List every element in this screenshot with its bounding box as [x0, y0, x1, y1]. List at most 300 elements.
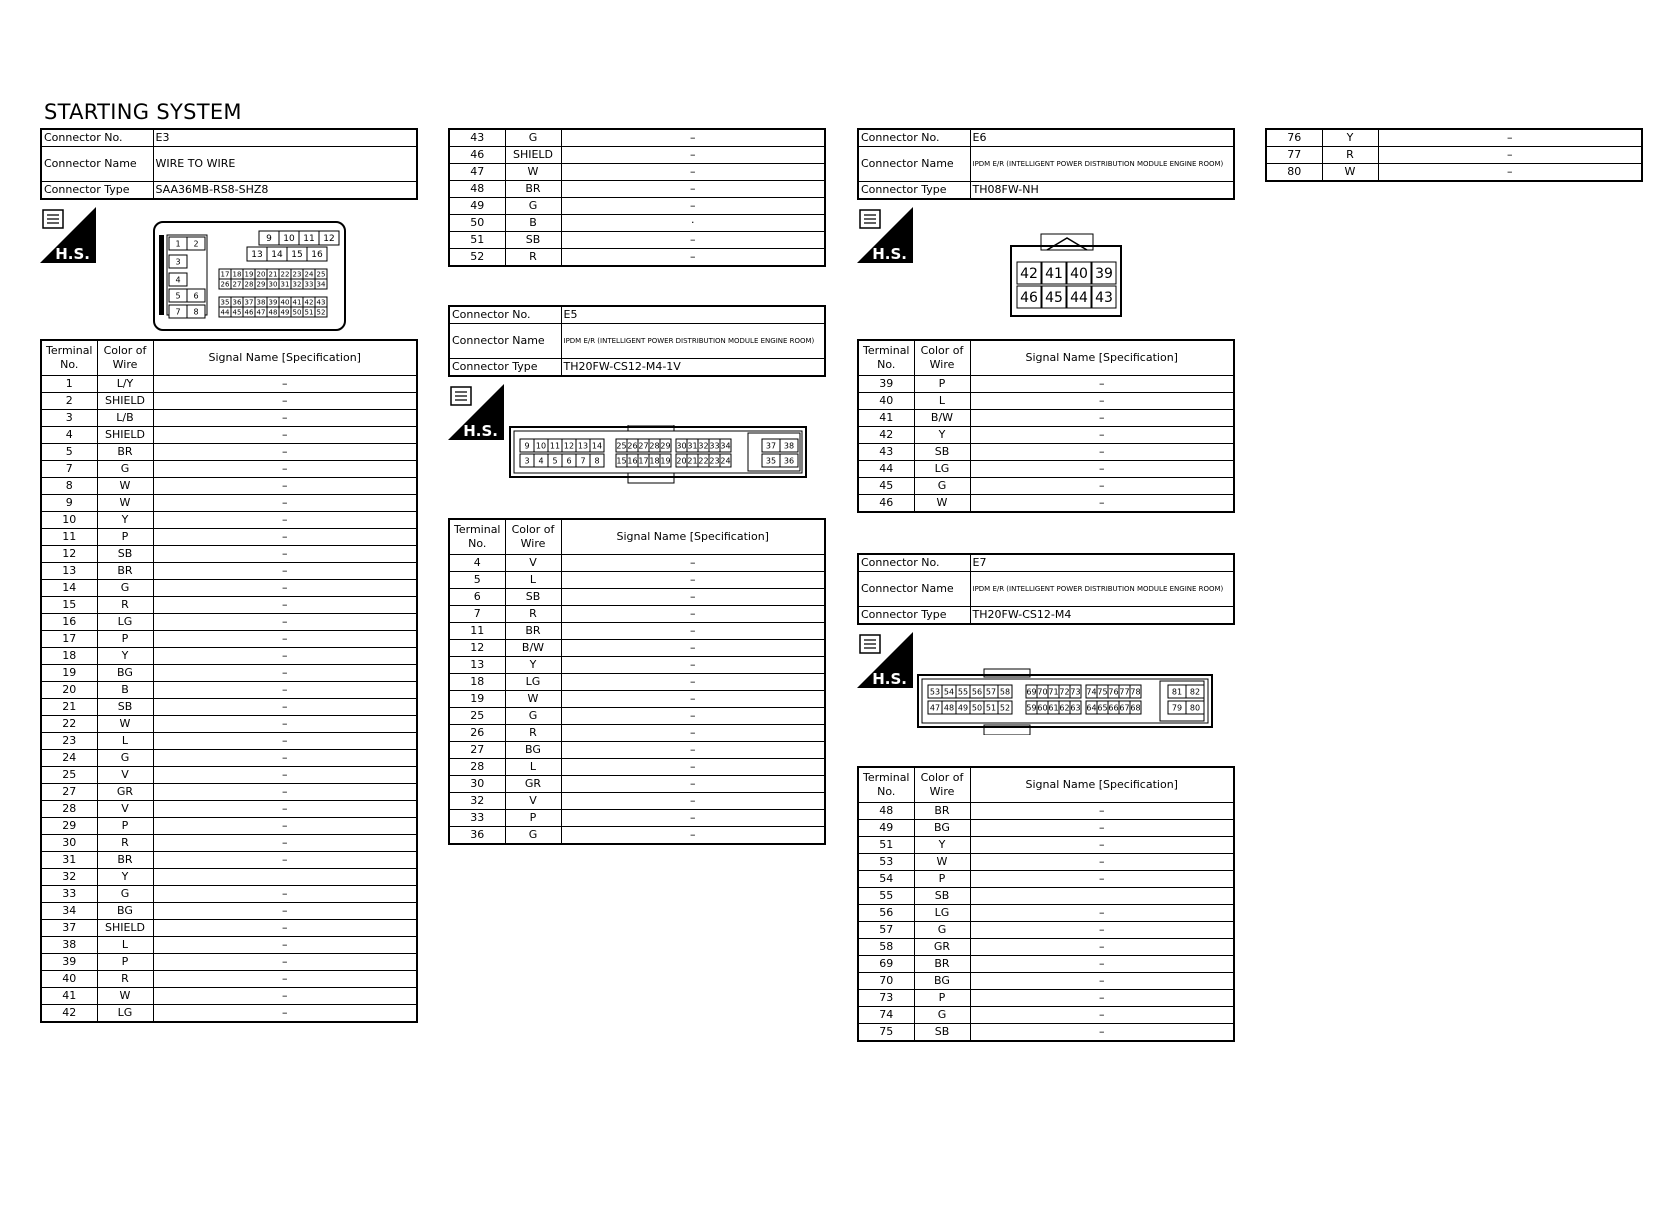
- signal-name-cell: –: [561, 198, 825, 215]
- table-row: [41, 818, 417, 835]
- terminal-no-cell: 4: [449, 555, 505, 572]
- table-row: [41, 512, 417, 529]
- table-row: [41, 903, 417, 920]
- wire-color-cell: SB: [505, 589, 561, 606]
- wire-color-cell: P: [97, 818, 153, 835]
- terminal-cavity: [1168, 701, 1186, 714]
- terminal-cavity: [1097, 685, 1108, 698]
- table-row: [41, 665, 417, 682]
- terminal-cavity: [1037, 701, 1048, 714]
- terminal-cavity: [548, 454, 562, 467]
- terminal-cavity: [649, 454, 660, 467]
- wire-color-cell: R: [1322, 147, 1378, 164]
- table-row: [41, 614, 417, 631]
- terminal-cavity: [720, 454, 731, 467]
- svg-text:81: 81: [1171, 687, 1183, 697]
- terminal-cavity: [255, 297, 267, 307]
- terminal-cavity: [956, 685, 970, 698]
- table-row: [858, 854, 1234, 871]
- wire-color-cell: BG: [97, 903, 153, 920]
- signal-name-cell: –: [1378, 164, 1642, 182]
- terminal-cavity: [562, 439, 576, 452]
- terminal-cavity: [984, 685, 998, 698]
- terminal-no-cell: 44: [858, 461, 914, 478]
- terminal-cavity: [627, 439, 638, 452]
- wire-color-cell: P: [97, 954, 153, 971]
- wire-color-cell: P: [914, 990, 970, 1007]
- svg-text:16: 16: [627, 456, 638, 466]
- table-row: [41, 495, 417, 512]
- terminal-cavity: [169, 255, 187, 268]
- table-row: [449, 606, 825, 623]
- signal-name-cell: –: [561, 691, 825, 708]
- svg-text:14: 14: [271, 250, 283, 261]
- terminal-no-cell: 30: [41, 835, 97, 852]
- e3-connector-name: WIRE TO WIRE: [153, 147, 417, 182]
- wire-color-cell: G: [914, 1007, 970, 1024]
- signal-name-cell: –: [561, 147, 825, 164]
- svg-text:37: 37: [765, 441, 777, 451]
- signal-name-cell: –: [153, 410, 417, 427]
- svg-text:6: 6: [193, 291, 199, 301]
- table-row: [858, 495, 1234, 513]
- svg-text:8: 8: [594, 456, 600, 466]
- e5-connector-type: TH20FW-CS12-M4-1V: [561, 359, 825, 377]
- signal-name-cell: –: [153, 461, 417, 478]
- terminal-no-cell: 15: [41, 597, 97, 614]
- signal-name-cell: –: [970, 803, 1234, 820]
- e3-header-table: [40, 128, 418, 200]
- terminal-no-cell: 43: [449, 129, 505, 147]
- signal-name-cell: –: [153, 427, 417, 444]
- terminal-cavity: [1017, 286, 1041, 308]
- wire-color-cell: SHIELD: [97, 427, 153, 444]
- terminal-cavity: [279, 231, 299, 245]
- svg-text:51: 51: [985, 703, 997, 713]
- table-row: [449, 572, 825, 589]
- signal-name-cell: –: [153, 631, 417, 648]
- terminal-cavity: [1059, 701, 1070, 714]
- terminal-cavity: [1042, 286, 1066, 308]
- terminal-no-cell: 54: [858, 871, 914, 888]
- terminal-cavity: [942, 685, 956, 698]
- terminal-no-cell: 13: [449, 657, 505, 674]
- signal-name-cell: –: [561, 249, 825, 267]
- signal-name-cell: –: [153, 971, 417, 988]
- wire-color-cell: SHIELD: [97, 393, 153, 410]
- svg-text:23: 23: [709, 456, 720, 466]
- wire-color-cell: G: [914, 478, 970, 495]
- terminal-cavity: [259, 231, 279, 245]
- wire-color-cell: P: [914, 871, 970, 888]
- terminal-cavity: [1067, 286, 1091, 308]
- wire-color-cell: GR: [914, 939, 970, 956]
- table-row: [41, 869, 417, 886]
- wire-color-cell: L: [505, 759, 561, 776]
- terminal-no-cell: 5: [449, 572, 505, 589]
- signal-name-header: Signal Name [Specification]: [970, 340, 1234, 376]
- svg-text:18: 18: [232, 270, 242, 279]
- terminal-cavity: [267, 269, 279, 279]
- signal-name-cell: –: [561, 572, 825, 589]
- svg-text:4: 4: [175, 275, 181, 285]
- table-row: [449, 198, 825, 215]
- terminal-cavity: [1097, 701, 1108, 714]
- table-row: [41, 716, 417, 733]
- table-row: [41, 767, 417, 784]
- signal-name-cell: –: [970, 854, 1234, 871]
- svg-text:52: 52: [316, 308, 326, 317]
- terminal-cavity: [1130, 701, 1141, 714]
- terminal-no-cell: 69: [858, 956, 914, 973]
- wire-color-cell: W: [97, 478, 153, 495]
- wire-color-cell: B/W: [914, 410, 970, 427]
- svg-text:79: 79: [1171, 703, 1183, 713]
- terminal-cavity: [1186, 685, 1204, 698]
- terminal-no-cell: 50: [449, 215, 505, 232]
- svg-text:44: 44: [1070, 290, 1088, 307]
- svg-text:69: 69: [1026, 687, 1037, 697]
- terminal-cavity: [187, 237, 205, 250]
- terminal-cavity: [1092, 262, 1116, 284]
- terminal-no-cell: 45: [858, 478, 914, 495]
- wire-color-cell: Y: [97, 512, 153, 529]
- terminal-cavity: [698, 439, 709, 452]
- svg-text:73: 73: [1070, 687, 1081, 697]
- terminal-cavity: [243, 297, 255, 307]
- terminal-no-cell: 37: [41, 920, 97, 937]
- terminal-no-cell: 27: [41, 784, 97, 801]
- e6-terminal-table: [857, 339, 1235, 513]
- terminal-cavity: [984, 701, 998, 714]
- svg-text:25: 25: [316, 270, 326, 279]
- wire-color-cell: BG: [914, 820, 970, 837]
- e5-connector-name: IPDM E/R (INTELLIGENT POWER DISTRIBUTION MODULE ENGINE ROOM): [561, 324, 825, 359]
- terminal-cavity: [291, 297, 303, 307]
- e3-connector-no: E3: [153, 129, 417, 147]
- terminal-no-cell: 39: [41, 954, 97, 971]
- svg-text:3: 3: [175, 257, 181, 267]
- table-row: [1266, 164, 1642, 182]
- signal-name-cell: –: [153, 886, 417, 903]
- table-row: [41, 733, 417, 750]
- terminal-no-cell: 30: [449, 776, 505, 793]
- terminal-no-cell: 40: [41, 971, 97, 988]
- signal-name-cell: –: [970, 922, 1234, 939]
- svg-text:43: 43: [316, 298, 326, 307]
- table-row: [858, 939, 1234, 956]
- svg-text:18: 18: [649, 456, 660, 466]
- terminal-no-cell: 23: [41, 733, 97, 750]
- terminal-cavity: [1067, 262, 1091, 284]
- signal-name-cell: –: [970, 427, 1234, 444]
- svg-text:55: 55: [957, 687, 969, 697]
- table-row: [41, 784, 417, 801]
- table-row: [41, 971, 417, 988]
- table-row: [858, 427, 1234, 444]
- svg-text:61: 61: [1048, 703, 1059, 713]
- signal-name-cell: –: [1378, 147, 1642, 164]
- terminal-cavity: [315, 307, 327, 317]
- wire-color-cell: R: [97, 971, 153, 988]
- svg-text:49: 49: [280, 308, 290, 317]
- svg-text:41: 41: [292, 298, 302, 307]
- svg-text:38: 38: [256, 298, 266, 307]
- table-row: [858, 1007, 1234, 1024]
- terminal-no-cell: 75: [858, 1024, 914, 1042]
- wire-color-cell: G: [505, 827, 561, 845]
- e5-connector-diagram: [508, 425, 808, 485]
- signal-name-cell: –: [153, 546, 417, 563]
- svg-text:20: 20: [676, 456, 687, 466]
- table-row: [449, 555, 825, 572]
- terminal-cavity: [303, 269, 315, 279]
- svg-text:53: 53: [929, 687, 941, 697]
- terminal-cavity: [315, 269, 327, 279]
- terminal-cavity: [534, 454, 548, 467]
- terminal-no-cell: 28: [41, 801, 97, 818]
- terminal-no-cell: 3: [41, 410, 97, 427]
- terminal-no-cell: 2: [41, 393, 97, 410]
- table-row: [449, 215, 825, 232]
- terminal-cavity: [169, 289, 187, 302]
- svg-text:37: 37: [244, 298, 254, 307]
- terminal-no-cell: 34: [41, 903, 97, 920]
- page-title: STARTING SYSTEM: [44, 100, 242, 124]
- signal-name-cell: –: [561, 129, 825, 147]
- terminal-cavity: [1119, 701, 1130, 714]
- terminal-cavity: [1026, 701, 1037, 714]
- table-row: [449, 810, 825, 827]
- terminal-no-cell: 18: [449, 674, 505, 691]
- wire-color-cell: L/B: [97, 410, 153, 427]
- connector-outline: [1041, 234, 1093, 250]
- hs-label: H.S.: [55, 245, 90, 263]
- terminal-cavity: [1048, 701, 1059, 714]
- svg-text:11: 11: [549, 441, 561, 451]
- table-row: [41, 648, 417, 665]
- table-row: [858, 922, 1234, 939]
- table-row: [858, 444, 1234, 461]
- signal-name-cell: –: [153, 835, 417, 852]
- terminal-no-cell: 48: [858, 803, 914, 820]
- terminal-no-cell: 14: [41, 580, 97, 597]
- svg-text:54: 54: [943, 687, 955, 697]
- wire-color-cell: L/Y: [97, 376, 153, 393]
- svg-text:12: 12: [563, 441, 575, 451]
- terminal-no-cell: 10: [41, 512, 97, 529]
- terminal-no-cell: 55: [858, 888, 914, 905]
- terminal-no-cell: 36: [449, 827, 505, 845]
- terminal-cavity: [709, 439, 720, 452]
- terminal-cavity: [970, 701, 984, 714]
- svg-text:8: 8: [193, 307, 199, 317]
- svg-text:7: 7: [580, 456, 586, 466]
- svg-text:76: 76: [1108, 687, 1119, 697]
- wire-color-cell: BG: [97, 665, 153, 682]
- wire-color-cell: Y: [1322, 129, 1378, 147]
- terminal-no-cell: 57: [858, 922, 914, 939]
- wire-color-cell: V: [505, 793, 561, 810]
- terminal-no-cell: 11: [41, 529, 97, 546]
- terminal-no-cell: 56: [858, 905, 914, 922]
- terminal-no-cell: 42: [41, 1005, 97, 1023]
- color-of-wire-header: Color of Wire: [914, 340, 970, 376]
- signal-name-cell: –: [970, 461, 1234, 478]
- terminal-no-cell: 24: [41, 750, 97, 767]
- terminal-cavity: [780, 454, 798, 467]
- signal-name-cell: –: [153, 750, 417, 767]
- terminal-no-cell: 6: [449, 589, 505, 606]
- terminal-cavity: [1108, 685, 1119, 698]
- wire-color-cell: L: [97, 733, 153, 750]
- table-row: [41, 750, 417, 767]
- svg-text:17: 17: [220, 270, 230, 279]
- terminal-no-cell: 18: [41, 648, 97, 665]
- e6-header-table: [857, 128, 1235, 200]
- signal-name-cell: –: [970, 939, 1234, 956]
- terminal-no-cell: 5: [41, 444, 97, 461]
- signal-name-cell: –: [561, 164, 825, 181]
- terminal-cavity: [638, 439, 649, 452]
- wire-color-cell: GR: [97, 784, 153, 801]
- table-row: [858, 410, 1234, 427]
- terminal-cavity: [267, 279, 279, 289]
- e6-connector-type: TH08FW-NH: [970, 182, 1234, 200]
- terminal-cavity: [1086, 701, 1097, 714]
- harness-side-icon: [448, 384, 504, 440]
- svg-text:40: 40: [1070, 266, 1088, 283]
- table-row: [449, 691, 825, 708]
- terminal-cavity: [928, 701, 942, 714]
- terminal-no-cell: 53: [858, 854, 914, 871]
- terminal-no-cell: 7: [449, 606, 505, 623]
- signal-name-cell: –: [153, 852, 417, 869]
- terminal-cavity: [247, 247, 267, 261]
- signal-name-cell: –: [561, 555, 825, 572]
- terminal-no-cell: 25: [449, 708, 505, 725]
- wire-color-cell: B/W: [505, 640, 561, 657]
- svg-text:13: 13: [577, 441, 589, 451]
- svg-text:3: 3: [524, 456, 530, 466]
- table-row: [41, 444, 417, 461]
- terminal-no-cell: 28: [449, 759, 505, 776]
- wire-color-cell: W: [914, 495, 970, 513]
- table-row: [41, 631, 417, 648]
- svg-text:20: 20: [256, 270, 266, 279]
- wire-color-cell: SHIELD: [97, 920, 153, 937]
- table-row: [41, 699, 417, 716]
- terminal-cavity: [676, 439, 687, 452]
- wire-color-cell: BR: [914, 803, 970, 820]
- terminal-no-cell: 32: [41, 869, 97, 886]
- terminal-cavity: [231, 297, 243, 307]
- e7-terminal-table: [857, 766, 1235, 1042]
- svg-text:15: 15: [291, 250, 303, 261]
- terminal-cavity: [267, 247, 287, 261]
- svg-text:48: 48: [268, 308, 278, 317]
- svg-text:46: 46: [1020, 290, 1038, 307]
- terminal-cavity: [576, 454, 590, 467]
- terminal-cavity: [1130, 685, 1141, 698]
- terminal-cavity: [709, 454, 720, 467]
- svg-text:21: 21: [687, 456, 698, 466]
- terminal-cavity: [319, 231, 339, 245]
- svg-text:24: 24: [304, 270, 314, 279]
- signal-name-cell: –: [1378, 129, 1642, 147]
- terminal-no-cell: 1: [41, 376, 97, 393]
- terminal-cavity: [1092, 286, 1116, 308]
- signal-name-cell: –: [153, 920, 417, 937]
- svg-text:60: 60: [1037, 703, 1048, 713]
- svg-text:51: 51: [304, 308, 314, 317]
- signal-name-cell: –: [970, 871, 1234, 888]
- terminal-cavity: [243, 269, 255, 279]
- signal-name-cell: –: [153, 699, 417, 716]
- terminal-no-cell: 41: [858, 410, 914, 427]
- table-row: [41, 461, 417, 478]
- wire-color-cell: BR: [505, 623, 561, 640]
- svg-text:48: 48: [943, 703, 955, 713]
- terminal-no-cell: 9: [41, 495, 97, 512]
- wire-color-cell: G: [505, 129, 561, 147]
- svg-text:68: 68: [1130, 703, 1141, 713]
- table-row: [41, 376, 417, 393]
- svg-text:30: 30: [676, 441, 687, 451]
- svg-text:39: 39: [268, 298, 278, 307]
- terminal-no-cell: 17: [41, 631, 97, 648]
- signal-name-cell: –: [153, 393, 417, 410]
- svg-text:12: 12: [323, 234, 335, 245]
- svg-text:16: 16: [311, 250, 323, 261]
- terminal-cavity: [303, 307, 315, 317]
- terminal-cavity: [1070, 701, 1081, 714]
- terminal-no-cell: 46: [858, 495, 914, 513]
- terminal-no-header: Terminal No.: [858, 767, 914, 803]
- terminal-no-cell: 77: [1266, 147, 1322, 164]
- signal-name-cell: –: [153, 580, 417, 597]
- svg-text:32: 32: [698, 441, 709, 451]
- signal-name-cell: –: [153, 1005, 417, 1023]
- svg-text:42: 42: [304, 298, 314, 307]
- connector-type-label: Connector Type: [41, 182, 153, 200]
- table-row: [858, 888, 1234, 905]
- terminal-cavity: [307, 247, 327, 261]
- table-row: [41, 410, 417, 427]
- hs-label: H.S.: [872, 245, 907, 263]
- terminal-no-header: Terminal No.: [858, 340, 914, 376]
- table-row: [41, 597, 417, 614]
- wire-color-cell: BR: [97, 852, 153, 869]
- svg-text:26: 26: [627, 441, 638, 451]
- svg-text:23: 23: [292, 270, 302, 279]
- terminal-cavity: [231, 279, 243, 289]
- svg-text:75: 75: [1097, 687, 1108, 697]
- terminal-cavity: [1042, 262, 1066, 284]
- wire-color-cell: Y: [914, 427, 970, 444]
- svg-text:41: 41: [1045, 266, 1063, 283]
- svg-text:24: 24: [720, 456, 731, 466]
- wire-color-cell: BR: [914, 956, 970, 973]
- svg-text:63: 63: [1070, 703, 1081, 713]
- terminal-cavity: [1070, 685, 1081, 698]
- terminal-cavity: [660, 454, 671, 467]
- table-row: [858, 973, 1234, 990]
- connector-type-label: Connector Type: [449, 359, 561, 377]
- svg-text:34: 34: [720, 441, 731, 451]
- svg-text:67: 67: [1119, 703, 1130, 713]
- signal-name-cell: –: [561, 793, 825, 810]
